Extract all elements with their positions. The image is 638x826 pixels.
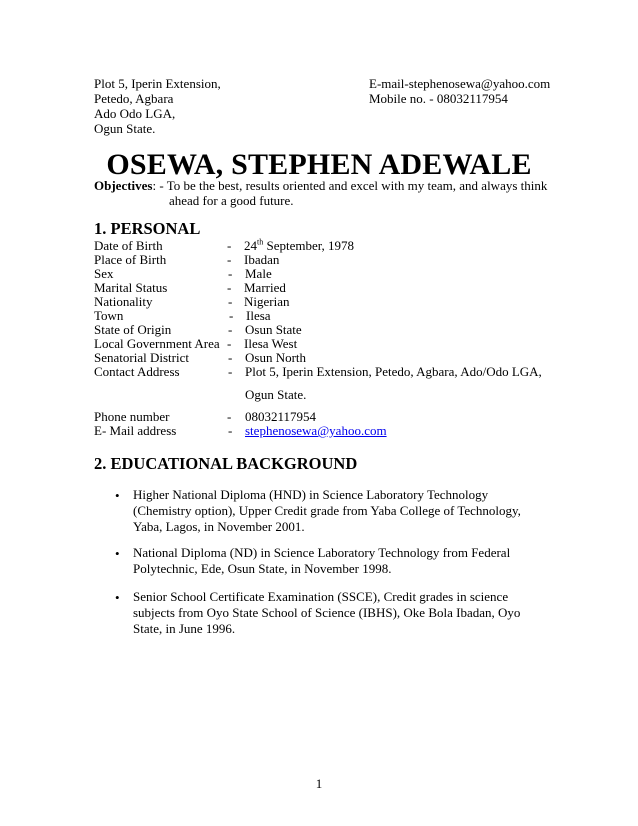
- nationality-value: Nigerian: [244, 294, 290, 309]
- town-label: Town: [94, 308, 124, 323]
- email-dash: -: [228, 423, 233, 438]
- email-label: E- Mail address: [94, 423, 177, 438]
- place-of-birth-value: Ibadan: [244, 252, 280, 267]
- objectives-text-1: : - To be the best, results oriented and excel with my team, and always think: [152, 178, 548, 193]
- contact-address-value-2: Ogun State.: [245, 387, 307, 402]
- state-of-origin-dash: -: [228, 322, 233, 337]
- address-line-1: Plot 5, Iperin Extension,: [94, 76, 221, 91]
- sex-label: Sex: [94, 266, 114, 281]
- nationality-dash: -: [228, 294, 233, 309]
- place-of-birth-label: Place of Birth: [94, 252, 167, 267]
- senatorial-district-label: Senatorial District: [94, 350, 189, 365]
- state-of-origin-label: State of Origin: [94, 322, 172, 337]
- town-value: Ilesa: [246, 308, 271, 323]
- sex-value: Male: [245, 266, 272, 281]
- senatorial-district-dash: -: [228, 350, 233, 365]
- lga-label: Local Government Area: [94, 336, 220, 351]
- candidate-name: OSEWA, STEPHEN ADEWALE: [106, 148, 532, 181]
- email-link[interactable]: stephenosewa@yahoo.com: [245, 423, 387, 438]
- marital-status-label: Marital Status: [94, 280, 168, 295]
- objectives-text-2: ahead for a good future.: [169, 193, 294, 208]
- contact-address-dash: -: [228, 364, 233, 379]
- education-item-1: Higher National Diploma (HND) in Science Laboratory Technology (Chemistry option), Upper Credit grade from Yaba College of Technology, Yaba, Lagos, in November 2001.: [133, 487, 521, 534]
- phone-value: 08032117954: [245, 409, 317, 424]
- town-dash: -: [229, 308, 234, 323]
- dob-day: 24: [244, 238, 257, 253]
- education-item-2: National Diploma (ND) in Science Laboratory Technology from Federal Polytechnic, Ede, Osun State, in November 1998.: [133, 545, 511, 576]
- address-line-3: Ado Odo LGA,: [94, 106, 176, 121]
- marital-status-value: Married: [244, 280, 286, 295]
- bullet-1: •: [115, 488, 120, 503]
- bullet-3: •: [115, 590, 120, 605]
- dob-dash: -: [227, 238, 232, 253]
- contact-address-label: Contact Address: [94, 364, 180, 379]
- dob-value: [244, 238, 354, 253]
- objectives-label: Objectives: [94, 178, 153, 193]
- personal-heading: 1. PERSONAL: [94, 219, 201, 238]
- phone-label: Phone number: [94, 409, 170, 424]
- dob-rest: September, 1978: [263, 238, 355, 253]
- education-item-3: Senior School Certificate Examination (SSCE), Credit grades in science subjects from Oyo State School of Science (IBHS), Oke Bola Ibadan, Oyo State, in June 1996.: [133, 589, 521, 636]
- address-line-2: Petedo, Agbara: [94, 91, 174, 106]
- objectives: [94, 178, 547, 193]
- phone-dash: -: [227, 409, 232, 424]
- sex-dash: -: [228, 266, 233, 281]
- lga-value: Ilesa West: [244, 336, 298, 351]
- state-of-origin-value: Osun State: [245, 322, 302, 337]
- lga-dash: -: [227, 336, 232, 351]
- bullet-2: •: [115, 546, 120, 561]
- page-number: 1: [315, 776, 323, 791]
- place-of-birth-dash: -: [227, 252, 232, 267]
- marital-status-dash: -: [227, 280, 232, 295]
- nationality-label: Nationality: [94, 294, 153, 309]
- dob-label: Date of Birth: [94, 238, 163, 253]
- dob-suffix: th: [257, 237, 264, 247]
- header-mobile: Mobile no. - 08032117954: [369, 91, 508, 106]
- address-line-4: Ogun State.: [94, 121, 156, 136]
- senatorial-district-value: Osun North: [245, 350, 307, 365]
- header-email: E-mail-stephenosewa@yahoo.com: [369, 76, 551, 91]
- education-heading: 2. EDUCATIONAL BACKGROUND: [94, 454, 358, 473]
- contact-address-value: Plot 5, Iperin Extension, Petedo, Agbara, Ado/Odo LGA,: [245, 364, 542, 379]
